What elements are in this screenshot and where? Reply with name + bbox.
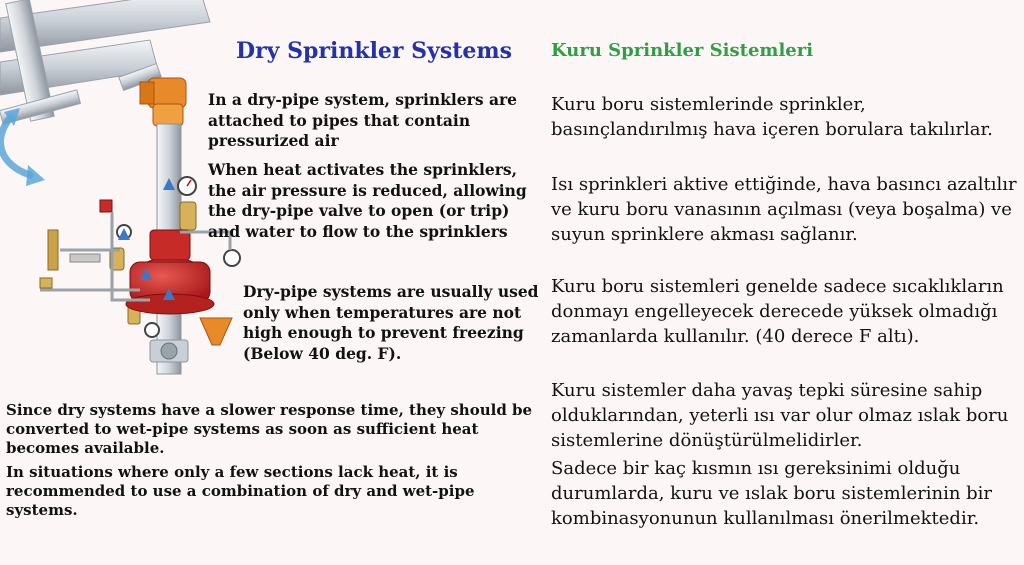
english-paragraph-5: In situations where only a few sections lack heat, it is recommended to use a combination of dry and wet-pipe systems. [6,463,475,519]
title-turkish: Kuru Sprinkler Sistemleri [551,40,814,61]
turkish-paragraph-2: Isı sprinkleri aktive ettiğinde, hava basıncı azaltılır ve kuru boru vanasının açılması (veya boşalma) ve suyun sprinklere akması sağlanır. [551,174,1017,245]
english-paragraph-4: Since dry systems have a slower response time, they should be converted to wet-pipe systems as soon as sufficient heat becomes available. [6,401,533,457]
turkish-paragraph-1: Kuru boru sistemlerinde sprinkler, basınçlandırılmış hava içeren borulara takılırlar. [551,94,993,140]
title-english: Dry Sprinkler Systems [236,38,513,64]
turkish-paragraph-3: Kuru boru sistemleri genelde sadece sıcaklıkların donmayı engelleyecek derecede yüksek olmadığı zamanlarda kullanılır. (40 derece F altı). [551,276,1004,347]
base-flange [150,340,188,362]
orange-elbow-fitting [140,78,186,126]
english-paragraph-3: Dry-pipe systems are usually used only when temperatures are not high enough to prevent freezing (Below 40 deg. F). [243,282,539,363]
english-paragraph-1: In a dry-pipe system, sprinklers are attached to pipes that contain pressurized air [208,90,518,150]
english-paragraph-2: When heat activates the sprinklers, the air pressure is reduced, allowing the dry-pipe valve to open (or trip) and water to flow to the sprinklers [208,160,527,241]
turkish-paragraph-4: Kuru sistemler daha yavaş tepki süresine sahip olduklarından, yeterli ısı var olur olmaz ıslak boru sistemlerine dönüştürülmelidirler. [551,380,1009,451]
turkish-paragraph-5: Sadece bir kaç kısmın ısı gereksinimi olduğu durumlarda, kuru ve ıslak boru sistemlerinin bir kombinasyonunun kullanılması önerilmektedir. [551,458,993,529]
